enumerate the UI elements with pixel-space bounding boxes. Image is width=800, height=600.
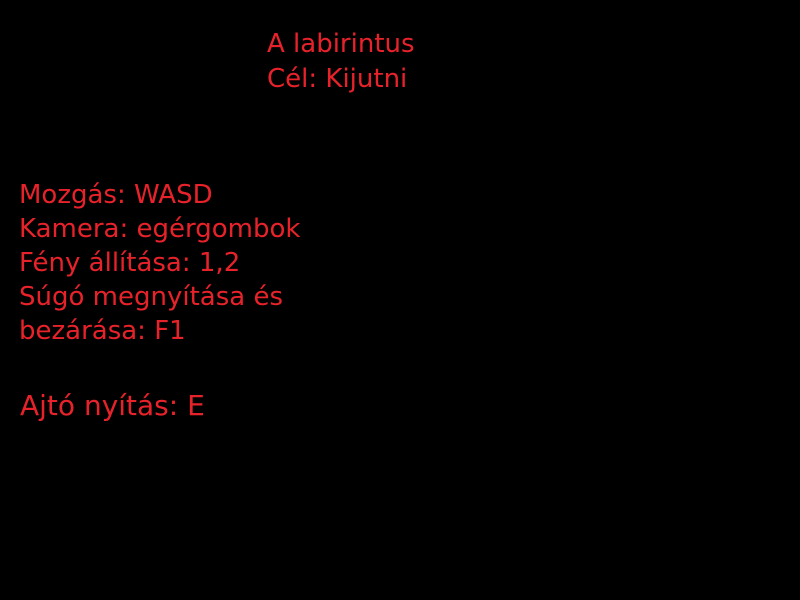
help-toggle-hint-line2: bezárása: F1 — [19, 316, 186, 346]
controls-help — [19, 178, 300, 348]
camera-hint: Kamera: egérgombok — [19, 214, 301, 244]
title-block — [267, 27, 415, 97]
door-hint: Ajtó nyítás: E — [20, 389, 205, 422]
game-title: A labirintus — [267, 29, 415, 59]
help-toggle-hint-line1: Súgó megnyítása és — [19, 282, 283, 312]
goal-text: Cél: Kijutni — [267, 64, 408, 94]
light-hint: Fény állítása: 1,2 — [19, 248, 241, 278]
movement-hint: Mozgás: WASD — [19, 180, 213, 210]
